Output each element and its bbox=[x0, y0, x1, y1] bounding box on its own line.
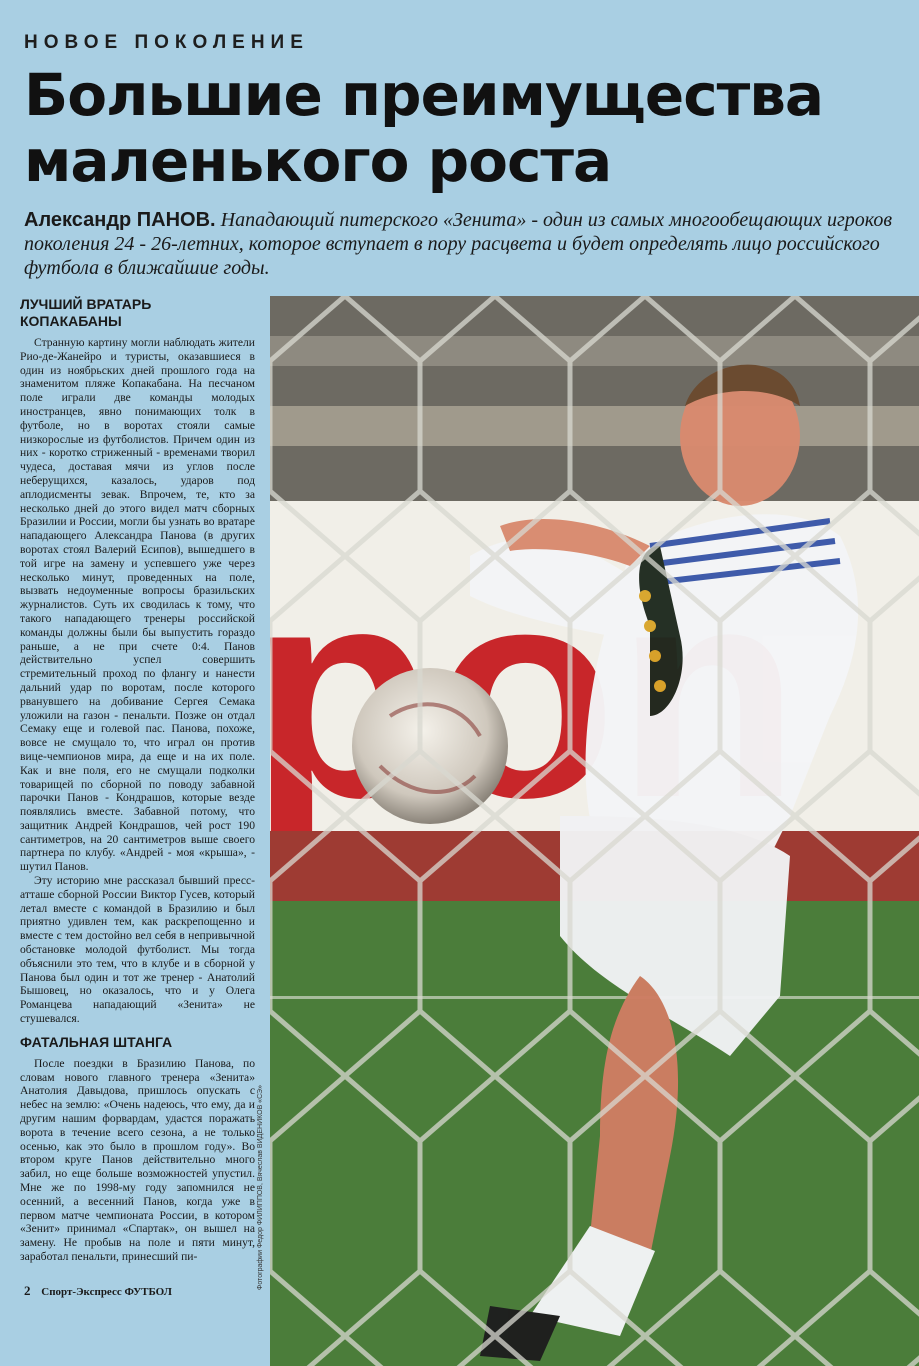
photo-illustration bbox=[270, 296, 919, 1366]
photo bbox=[270, 296, 919, 1366]
headline bbox=[24, 62, 904, 194]
section-2-paragraph-1: После поездки в Бразилию Панова, по словам нового главного тренера «Зенита» Анатолия Давыдова, пришлось опускать с небес на землю: «Очень надеюсь, что ему, да и другим нашим форвардам, удастся поражать ворота в течение всего сезона, а не только осенью, как это было в прошлом году». Во втором круге Панов действительно много забил, но еще больше возможностей упустил. Мне же по 1998-му году запомнился не осенний, а весенний Панов, когда уже в первом матче чемпионата России, в котором «Зенит» принимал «Спартак», он вышел на замену. Не пробыв на поле и пяти минут, заработал пенальти, принесший пи- bbox=[20, 1056, 255, 1263]
photo-credit: Фотографии Федор ФИЛИППОВ, Вячеслав ВИДЕНИКОВ «СЭ» bbox=[257, 1085, 264, 1290]
article-column bbox=[20, 296, 255, 1264]
goal-net bbox=[270, 296, 919, 1366]
headline-line-2: маленького роста bbox=[24, 127, 612, 195]
lede-text: Нападающий питерского «Зенита» - один из самых многообещающих игроков поколения 24 - 26-летних, которое вступает в пору расцвета и будет определять лицо российского футбола в ближайшие годы. bbox=[24, 209, 893, 279]
lede-name: Александр ПАНОВ. bbox=[24, 209, 216, 231]
kicker: НОВОЕ ПОКОЛЕНИЕ bbox=[24, 32, 309, 53]
headline-line-1: Большие преимущества bbox=[24, 61, 824, 129]
section-1-paragraph-2: Эту историю мне рассказал бывший пресс-атташе сборной России Виктор Гусев, который летал вместе с командой в Бразилию и был приятно удивлен тем, как раскрепощенно и вместе с тем достойно вел себя в непривычной обстановке молодой футболист. Мы тогда объяснили это тем, что в клубе и в сборной у Панова был один и тот же тренер - Анатолий Бышовец, но оказалось, что и у Олега Романцева нападающий «Зенита» не стушевался. bbox=[20, 874, 255, 1026]
lede bbox=[24, 208, 904, 280]
page-number: 2 bbox=[24, 1283, 31, 1298]
section-1-title: ЛУЧШИЙ ВРАТАРЬ КОПАКАБАНЫ bbox=[20, 296, 152, 329]
section-2-title: ФАТАЛЬНАЯ ШТАНГА bbox=[20, 1033, 173, 1050]
section-1-paragraph-1: Странную картину могли наблюдать жители Рио-де-Жанейро и туристы, оказавшиеся в один из ноябрьских дней прошлого года на знаменитом пляже Копакабана. На песчаном поле играли две команды молодых иностранцев, явно понимающих толк в футболе, но в воротах стояли самые низкорослые из футболистов. Причем один из них - коротко стриженный - временами творил чудеса, доставая мячи из углов после неберущихся, казалось, ударов под аплодисменты зевак. Впрочем, те, кто за несколько дней до этого видел матч сборных Бразилии и России, могли бы узнать во вратаре нападающего Александра Панова (в других воротах стоял Валерий Есипов), вышедшего в той игре на замену и успевшего уже через несколько минут, проведенных на поле, вызвать недоуменные вопросы бразильских журналистов. Суть их сводилась к тому, что такого нападающего тренеры российской команды должны были бы выпустить гораздо раньше, а не при счете 0:4. Панов действительно успел совершить стремительный проход по флангу и нанести дальний удар по воротам, после которого рванувшего на добивание Сергея Семака уложили на газон - пенальти. Позже он отдал Семаку еще и голевой пас. Панова, похоже, вовсе не смущало то, что играл он против вице-чемпионов мира, да еще и на их поле. Как и вне поля, его не смущали подколки товарищей по сборной по поводу забавной парочки Панов - Кондрашов, которые везде появлялись вместе. Забавной потому, что защитник Андрей Кондрашов, чей рост 190 сантиметров, на 20 сантиметров выше своего партнера по клубу. «Андрей - моя «крыша», - шутил Панов. bbox=[20, 336, 255, 874]
footer bbox=[24, 1283, 172, 1299]
publication-name: Спорт-Экспресс ФУТБОЛ bbox=[41, 1286, 172, 1298]
